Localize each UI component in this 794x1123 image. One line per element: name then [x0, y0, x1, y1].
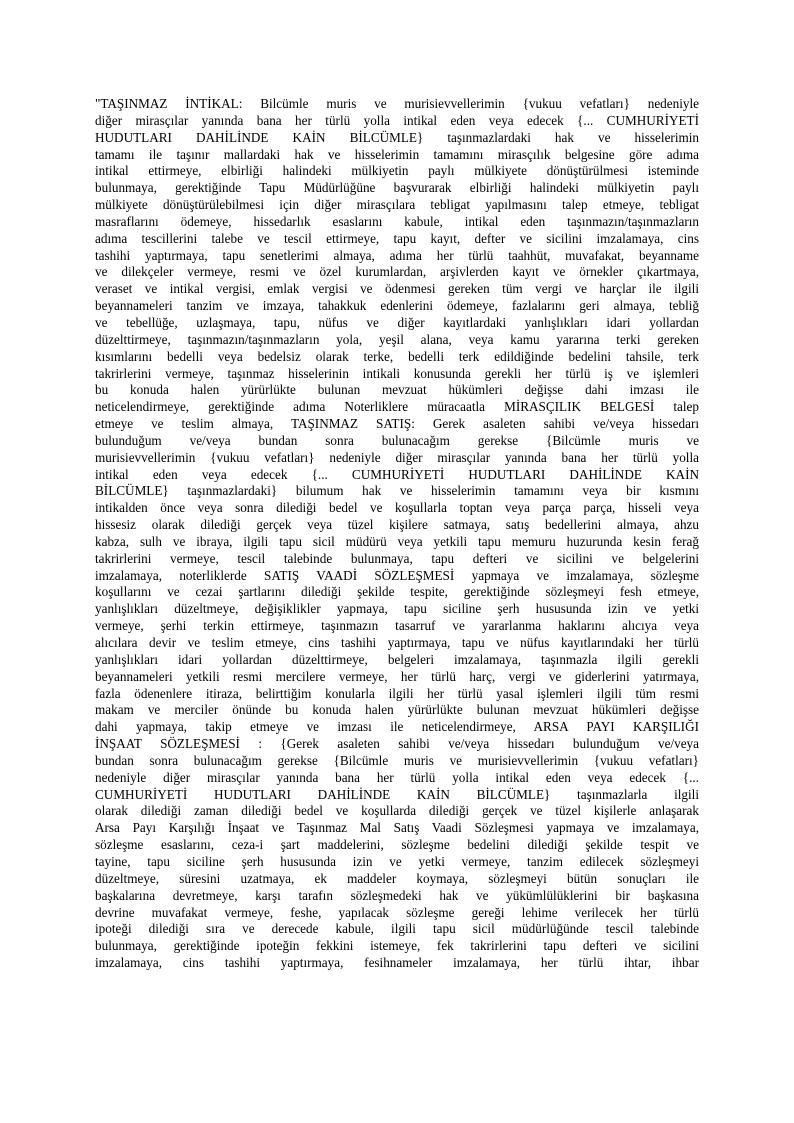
document-body-text	[95, 96, 699, 972]
text-line: takrirlerini vermeye, taşınmaz hisselerinin intikali konusunda gerekli her türlü iş ve işlemleri	[95, 365, 699, 381]
text-line: "TAŞINMAZ İNTİKAL: Bilcümle muris ve murisievvellerimin {vukuu vefatları} nedeniyle	[95, 96, 699, 111]
text-line: intikal ettirmeye, elbirliği halindeki mülkiyetin paylı mülkiyete dönüştürülmesi isteminde	[95, 163, 699, 179]
text-line: düzeltmeye, süresini uzatmaya, ek maddeler koymaya, sözleşmeyi bütün sonuçları ile	[95, 870, 699, 886]
text-line: BİLCÜMLE} taşınmazlardaki} bilumum hak ve hisselerimin tamamını veya bir kısmını	[95, 483, 699, 499]
text-line: adıma tescillerini talebe ve tescil ettirmeye, tapu kayıt, defter ve sicilini imzalamaya, cins	[95, 230, 699, 246]
text-line: bulunmaya, gerektiğinde Tapu Müdürlüğüne başvurarak elbirliği halindeki mülkiyetin paylı	[95, 180, 699, 196]
text-line: fazla ödenenlere itiraza, belirttiğim konularla ilgili her türlü yasal işlemleri ilgili tüm resmi	[95, 685, 699, 701]
text-line: mülkiyete dönüştürülebilmesi için diğer mirasçılara tebligat yapılmasını talep etmeye, tebligat	[95, 197, 699, 213]
text-line: yanlışlıkları idari yollardan düzelttirmeye, belgeleri imzalamaya, taşınmazla ilgili gerekli	[95, 651, 699, 667]
text-line: kabza, sulh ve ibraya, ilgili tapu sicil müdürü veya yetkili tapu memuru huzurunda kesin ferağ	[95, 533, 699, 549]
text-line: alıcılara devir ve teslim etmeye, cins tashihi yaptırmaya, tapu ve nüfus kayıtlarındaki her türlü	[95, 635, 699, 650]
text-line: masraflarını ödemeye, hissedarlık esaslarını kabule, intikal eden taşınmazın/taşınmazların	[95, 213, 699, 229]
text-line: bu konuda halen yürürlükte bulunan mevzuat hükümleri değişse dahi imzası ile	[95, 382, 699, 398]
text-line: neticelendirmeye, gerektiğinde adıma Noterliklere müracaatla MİRASÇILIK BELGESİ talep	[95, 399, 699, 415]
text-line: olarak dilediği zaman dilediği bedel ve koşullarda dilediği gerçek ve tüzel kişilerle anlaşarak	[95, 803, 699, 819]
text-line: CUMHURİYETİ HUDUTLARI DAHİLİNDE KAİN BİLCÜMLE} taşınmazlarla ilgili	[95, 786, 699, 802]
text-line: kısımlarını bedelli veya bedelsiz olarak terke, bedelli terk edildiğinde bedelini tahsile, terk	[95, 348, 699, 364]
text-line: etmeye ve teslim almaya, TAŞINMAZ SATIŞ: Gerek asaleten sahibi ve/veya hissedarı	[95, 416, 699, 432]
text-line: imzalamaya, noterliklerde SATIŞ VAADİ SÖZLEŞMESİ yapmaya ve imzalamaya, sözleşme	[95, 567, 699, 583]
text-line: Arsa Payı Karşılığı İnşaat ve Taşınmaz Mal Satış Vaadi Sözleşmesi yapmaya ve imzalamaya,	[95, 820, 699, 836]
text-line: sözleşme esaslarını, ceza-i şart maddelerini, sözleşme bedelini dilediği şekilde tespit ve	[95, 837, 699, 853]
text-line: murisievvellerimin {vukuu vefatları} nedeniyle diğer mirasçılar yanında bana her türlü yolla	[95, 449, 699, 465]
text-line: HUDUTLARI DAHİLİNDE KAİN BİLCÜMLE} taşınmazlardaki hak ve hisselerimin	[95, 129, 699, 145]
text-line: bulunduğum ve/veya bundan sonra bulunacağım gerekse {Bilcümle muris ve	[95, 432, 699, 448]
text-line: bundan sonra bulunacağım gerekse {Bilcümle muris ve murisievvellerimin {vukuu vefatları}	[95, 752, 699, 768]
text-line: tayine, tapu siciline şerh hususunda izin ve yetki vermeye, tanzim edilecek sözleşmeyi	[95, 853, 699, 869]
text-line: koşullarını ve cezai şartlarını dilediği şekilde tespite, gerektiğinde sözleşmeyi fesh etmeye,	[95, 584, 699, 600]
text-line: intikal eden veya edecek {... CUMHURİYETİ HUDUTLARI DAHİLİNDE KAİN	[95, 466, 699, 482]
text-line: tamamı ile taşınır mallardaki hak ve hisselerimin tamamını mirasçılık belgesine göre adıma	[95, 146, 699, 162]
text-line: tashihi yaptırmaya, tapu senetlerimi almaya, adıma her türlü taahhüt, muvafakat, beyanname	[95, 247, 699, 263]
text-line: imzalamaya, cins tashihi yaptırmaya, fesihnameler imzalamaya, her türlü ihtar, ihbar	[95, 955, 699, 971]
text-line: beyannameleri yetkili resmi mercilere vermeye, her türlü harç, vergi ve giderlerini yatırmaya,	[95, 668, 699, 684]
text-line: bulunmaya, gerektiğinde ipoteğin fekkini istemeye, fek takrirlerini tapu defteri ve sicilini	[95, 938, 699, 954]
text-line: devrine muvafakat vermeye, feshe, yapılacak sözleşme gereği lehime verilecek her türlü	[95, 904, 699, 920]
text-line: ve dilekçeler vermeye, resmi ve özel kurumlardan, arşivlerden kayıt ve örnekler çıkartmaya,	[95, 264, 699, 280]
text-line: vermeye, şerhi terkin ettirmeye, taşınmazın tasarruf ve yararlanma haklarını alıcıya veya	[95, 618, 699, 634]
text-line: düzelttirmeye, taşınmazın/taşınmazların yola, yeşil alana, veya kamu yararına terki gereken	[95, 331, 699, 347]
text-line: yanlışlıkları düzeltmeye, değişiklikler yapmaya, tapu siciline şerh hususunda izin ve yetki	[95, 601, 699, 617]
text-line: veraset ve intikal vergisi, emlak vergisi ve ödenmesi gereken tüm vergi ve harçlar ile ilgili	[95, 281, 699, 297]
text-line: beyannameleri tanzim ve imzaya, tahakkuk edenlerini ödemeye, fazlalarını geri almaya, tebliğ	[95, 298, 699, 314]
text-line: İNŞAAT SÖZLEŞMESİ : {Gerek asaleten sahibi ve/veya hissedarı bulunduğum ve/veya	[95, 736, 699, 752]
text-line: dahi yapmaya, takip etmeye ve imzası ile neticelendirmeye, ARSA PAYI KARŞILIĞI	[95, 719, 699, 735]
text-line: ipoteği dilediği sıra ve derecede kabule, ilgili tapu sicil müdürlüğünde tescil talebinde	[95, 921, 699, 937]
text-line: takrirlerini vermeye, tescil talebinde bulunmaya, tapu defteri ve sicilini ve belgelerini	[95, 550, 699, 566]
text-line: intikalden önce veya sonra dilediği bedel ve koşullarla toptan veya parça parça, hisseli veya	[95, 500, 699, 516]
text-line: diğer mirasçılar yanında bana her türlü yolla intikal eden veya edecek {... CUMHURİYETİ	[95, 112, 699, 128]
text-line: nedeniyle diğer mirasçılar yanında bana her türlü yolla intikal eden veya edecek {...	[95, 769, 699, 785]
text-line: ve tebellüğe, uzlaşmaya, tapu, nüfus ve diğer kayıtlardaki yanlışlıkları idari yollardan	[95, 314, 699, 330]
text-line: makam ve merciler önünde bu konuda halen yürürlükte bulunan mevzuat hükümleri değişse	[95, 702, 699, 718]
text-line: hissesiz olarak dilediği gerçek veya tüzel kişilere satmaya, satış bedellerini almaya, ahzu	[95, 517, 699, 533]
text-line: başkalarına devretmeye, karşı tarafın sözleşmedeki hak ve yükümlülüklerini bir başkasına	[95, 887, 699, 903]
